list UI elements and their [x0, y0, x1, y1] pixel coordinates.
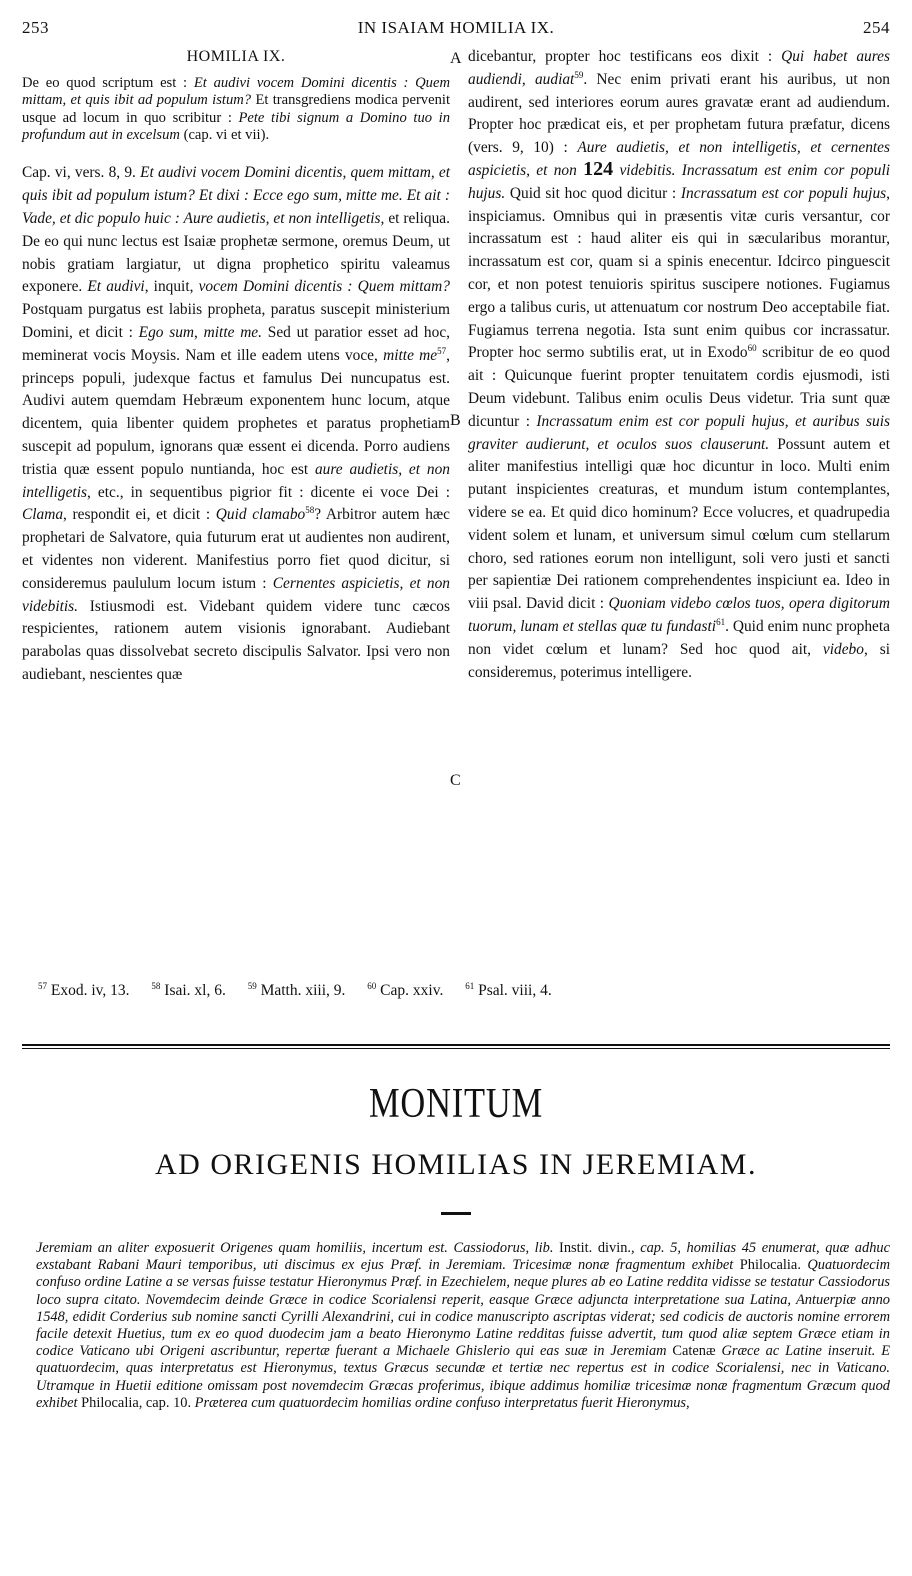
ornament-dash	[441, 1212, 471, 1215]
quote-run: mitte me	[383, 346, 438, 364]
text-run: Philocalia.	[739, 1257, 801, 1274]
margin-marker-a: A	[450, 50, 462, 67]
section-rule-thin	[22, 1048, 890, 1049]
monitum-subtitle: AD ORIGENIS HOMILIAS IN JEREMIAM.	[155, 1148, 757, 1181]
right-column	[468, 46, 890, 684]
quote-run: videbo	[822, 640, 864, 658]
margin-marker-b: B	[450, 412, 461, 429]
footnote	[248, 982, 346, 999]
footnote-number: 58	[151, 980, 161, 991]
text-run: Quatuordecim confuso ordine Latine a se versas fuisse testatur Hieronymus Præf. in Ezechielem, neque plures ab eo Latine reddita vidisse se testatur Cassiodorus loco supra citato. Novemdecim deinde Græce in codice Scorialensi reperit, easque Græce adjuncta interpretatione sua Latina, Antuerpiæ anno 1548, edidit Corderius sub nomine sancti Cyrilli Alexandrini, cui in codice manuscripto ascriptas viderat; sed codicis de auctoris nomine errorem facile detexit Huetius, tum ex eo quod duodecim jam a beato Hieronymo Latine redditas fuisse advertit, tum quod aliæ septem Græce etiam in codice Vaticano ubi Origeni ascribuntur, repertæ fuerant a Michaele Ghislerio qui eas suæ in Jeremiam	[36, 1257, 890, 1360]
quote-run: Ego sum	[138, 324, 195, 341]
argument-text: (cap. vi et vii).	[179, 127, 270, 144]
text-run: Istiusmodi est. Videbant quidem videre tunc cæcos respicientes, rationem autem visionis ignorabant. Audiebant parabolas quas dissolvebat secreto discipulis Salvator. Ipsi vero non audiebant, nescientes quæ	[22, 597, 450, 683]
text-run: Instit. divin.	[553, 1240, 631, 1256]
text-run: , cap. 5, homilias 45 enumerat, quæ adhuc exstabant Rabani Mauri temporibus, uti discimus ex ejus Præf. in Jeremiam. Tricesimæ nonæ fragmentum exhibet	[36, 1240, 890, 1274]
text-run: Postquam purgatus est labiis propheta, paratus suscepit ministerium Domini, et dicit :	[22, 301, 450, 341]
argument-text: Et transgrediens modica pervenit usque ad locum in quo scribitur :	[22, 92, 450, 126]
quote-run: Aure audietis, et non intelligetis, et cernentes aspicietis, et non	[468, 139, 890, 179]
footnote-number: 60	[367, 980, 377, 991]
footnote-ref[interactable]: 61	[716, 616, 726, 627]
footnotes	[38, 982, 890, 1000]
quote-run: Et audivi vocem Domini dicentis, quem mittam, et quis ibit ad populum istum? Et dixi : Ecce ego sum, mitte me. Et ait : Vade, et dic populo huic : Aure audietis, et non intelligetis,	[22, 164, 450, 228]
page-number-left: 253	[22, 18, 49, 37]
text-run: scribitur de eo quod ait : Quicunque fuerint propter tenuitatem cordis ejusmodi, isti Deum videbunt. Talibus enim oculis Deus videtur. Tria sunt quæ dicuntur :	[468, 344, 890, 430]
quote-run: Incrassatum enim est cor populi hujus, et auribus suis graviter audierunt, et oculos suos clauserunt.	[468, 412, 890, 453]
footnote-text: Psal. viii, 4.	[478, 982, 552, 999]
text-run: Præterea cum quatuordecim homilias ordine confuso interpretatus fuerit Hieronymus,	[191, 1394, 690, 1411]
quote-run: Et audivi	[87, 278, 145, 296]
text-run: . Nec enim privati erant his auribus, ut non audirent, sed interiores eorum aures gravatæ erant ad audiendum. Propter hoc prædicat eis, et per prophetam futura præfatur, dicens (vers. 9, 10) :	[468, 70, 890, 157]
text-run: , princeps populi, judexque factus et famulus Dei nuncupatus est. Audivi autem quemdam Hebræum exponentem hunc locum, atque dicentem, quia libenter quidem prophetes et paratus prophetiam suscepit ad populum, ignorans quæ essent ei dicenda. Porro audiens tristia quæ essent populo nuntianda, hoc est	[22, 346, 450, 478]
text-run: Philocalia, cap. 10.	[81, 1394, 192, 1411]
body-paragraph	[468, 46, 890, 684]
homily-argument	[22, 75, 450, 145]
monitum-title: MONITUM	[368, 1081, 544, 1127]
footnote-ref[interactable]: 58	[305, 505, 315, 516]
text-run: Jeremiam an aliter exposuerit Origenes quam homiliis, incertum est. Cassiodorus, lib.	[36, 1240, 554, 1256]
quote-run: mitte me.	[203, 324, 262, 341]
text-run: , etc., in sequentibus pigrior fit : dicente ei voce Dei :	[86, 483, 450, 501]
quote-run: Cernentes aspicietis, et non videbitis.	[22, 574, 451, 615]
footnote-ref[interactable]: 57	[437, 345, 447, 356]
quote-run: aure audietis, et non intelligetis	[22, 460, 450, 501]
quote-run: Qui habet aures audiendi, audiat	[468, 48, 890, 88]
argument-quote: Pete tibi signum a Domino tuo in profundum aut in excelsum	[22, 109, 450, 144]
footnote-text: Exod. iv, 13.	[50, 982, 130, 999]
argument-quote: Et audivi vocem Domini dicentis : Quem mittam, et quis ibit ad populum istum?	[22, 74, 450, 109]
monitum-paragraph	[36, 1240, 890, 1412]
quote-run: Incrassatum est cor populi hujus	[680, 184, 887, 202]
argument-text: De eo quod scriptum est :	[22, 74, 194, 91]
footnote	[367, 982, 443, 999]
text-run: ? Arbitror autem hæc prophetari de Salvatore, quia futurum erat ut audientes non audirent, et videntes non viderent. Manifestius porro fiet quod dicitur, si consideremus paululum locum istum :	[22, 506, 450, 592]
quote-run: vocem Domini dicentis : Quem mittam?	[198, 278, 450, 296]
text-run: , si consideremus, poterimus intelligere.	[468, 640, 890, 681]
text-run: Sed ut paratior esset ad hoc, meminerat vocis Moysis. Nam et ille eadem utens voce,	[22, 324, 450, 364]
quote-run: Quid clamabo	[215, 506, 306, 524]
running-title: IN ISAIAM HOMILIA IX.	[357, 18, 555, 37]
left-column	[22, 46, 450, 687]
footnote	[38, 982, 130, 999]
quote-run: Quoniam videbo cœlos tuos, opera digitorum tuorum, lunam et stellas quæ tu fundasti	[468, 595, 890, 635]
footnote-text: Isai. xl, 6.	[164, 982, 226, 999]
column-number: 124	[583, 157, 614, 180]
text-run: , inquit,	[144, 278, 199, 296]
section-rule	[22, 1044, 890, 1046]
text-run: et reliqua. De eo qui nunc lectus est Isaiæ prophetæ sermone, oremus Deum, ut nobis gratiam largiatur, ut digna prophetico spiritu valeamus exponere.	[22, 210, 450, 296]
text-run: . Quid enim nunc propheta non videt cœlum et lunam? Sed hoc quod ait,	[468, 617, 890, 658]
text-run: , inspiciamus. Omnibus qui in præsentis vitæ curis versantur, cor incrassatum est : haud aliter eis qui in sæcularibus morantur, incrassatum est cor, quam si a spinis enecentur. Idcirco pinguescit cor, et non potest tenuioris spiritus suscipere notiones. Fugiamus ergo a talibus curis, ut attenuatum cor nostrum Deo acceptabile fiat. Fugiamus terrena negotia. Ista sunt enim quibus cor incrassatur. Propter hoc sermo subtilis erat, ut in Exodo	[468, 184, 890, 362]
footnote-text: Matth. xiii, 9.	[260, 982, 346, 999]
text-run: dicebantur, propter hoc testificans eos dixit :	[468, 48, 782, 65]
text-run: , respondit ei, et dicit :	[63, 506, 216, 524]
quote-run: Clama	[22, 506, 64, 524]
text-run: Græce ac Latine inseruit. E quatuordecim, quas interpretatus est Hieronymus, textus Græcus secundæ et tertiæ nec repertus est in codice Scorialensi, nec in Vaticano. Utramque in Huetii editione omissam post novemdecim Græcas proferimus, ibique addimus homiliæ tricesimæ nonæ fragmentum Græcum quod exhibet	[36, 1343, 890, 1411]
text-run: ,	[194, 324, 204, 341]
page-number-right: 254	[863, 18, 890, 37]
text-run: Catenæ	[672, 1343, 716, 1360]
running-header	[22, 18, 890, 40]
body-paragraph	[22, 162, 450, 686]
footnote-number: 59	[247, 980, 257, 991]
text-run: Cap. vi, vers. 8, 9.	[22, 164, 141, 182]
text-run: Possunt autem et aliter manifestius intelligi quæ hoc dicuntur in loco. Multi enim putant inspicientes creaturas, et mundum istum contemplantes, videre se ea. Et quid dico hominum? Ecce volucres, et quadrupedia vident solem et lunam, et universum simul cœlum cum stellarum choro, sed rationes eorum non intelligunt, soli vero justi et sancti per sapientiæ Dei rationem comprehendentes inspiciunt ea. Ideo in viii psal. David dicit :	[468, 435, 891, 613]
margin-marker-c: C	[450, 772, 461, 789]
footnote-ref[interactable]: 60	[747, 343, 757, 354]
text-run: Quid sit hoc quod dicitur :	[505, 184, 681, 202]
footnote	[465, 982, 552, 999]
footnote-number: 57	[38, 980, 47, 991]
quote-run: videbitis. Incrassatum est enim cor populi hujus.	[468, 161, 890, 202]
footnote-text: Cap. xxiv.	[380, 982, 444, 999]
footnote	[151, 982, 225, 999]
homily-title: HOMILIA IX.	[186, 48, 286, 65]
footnote-number: 61	[465, 980, 475, 991]
footnote-ref[interactable]: 59	[574, 69, 584, 80]
